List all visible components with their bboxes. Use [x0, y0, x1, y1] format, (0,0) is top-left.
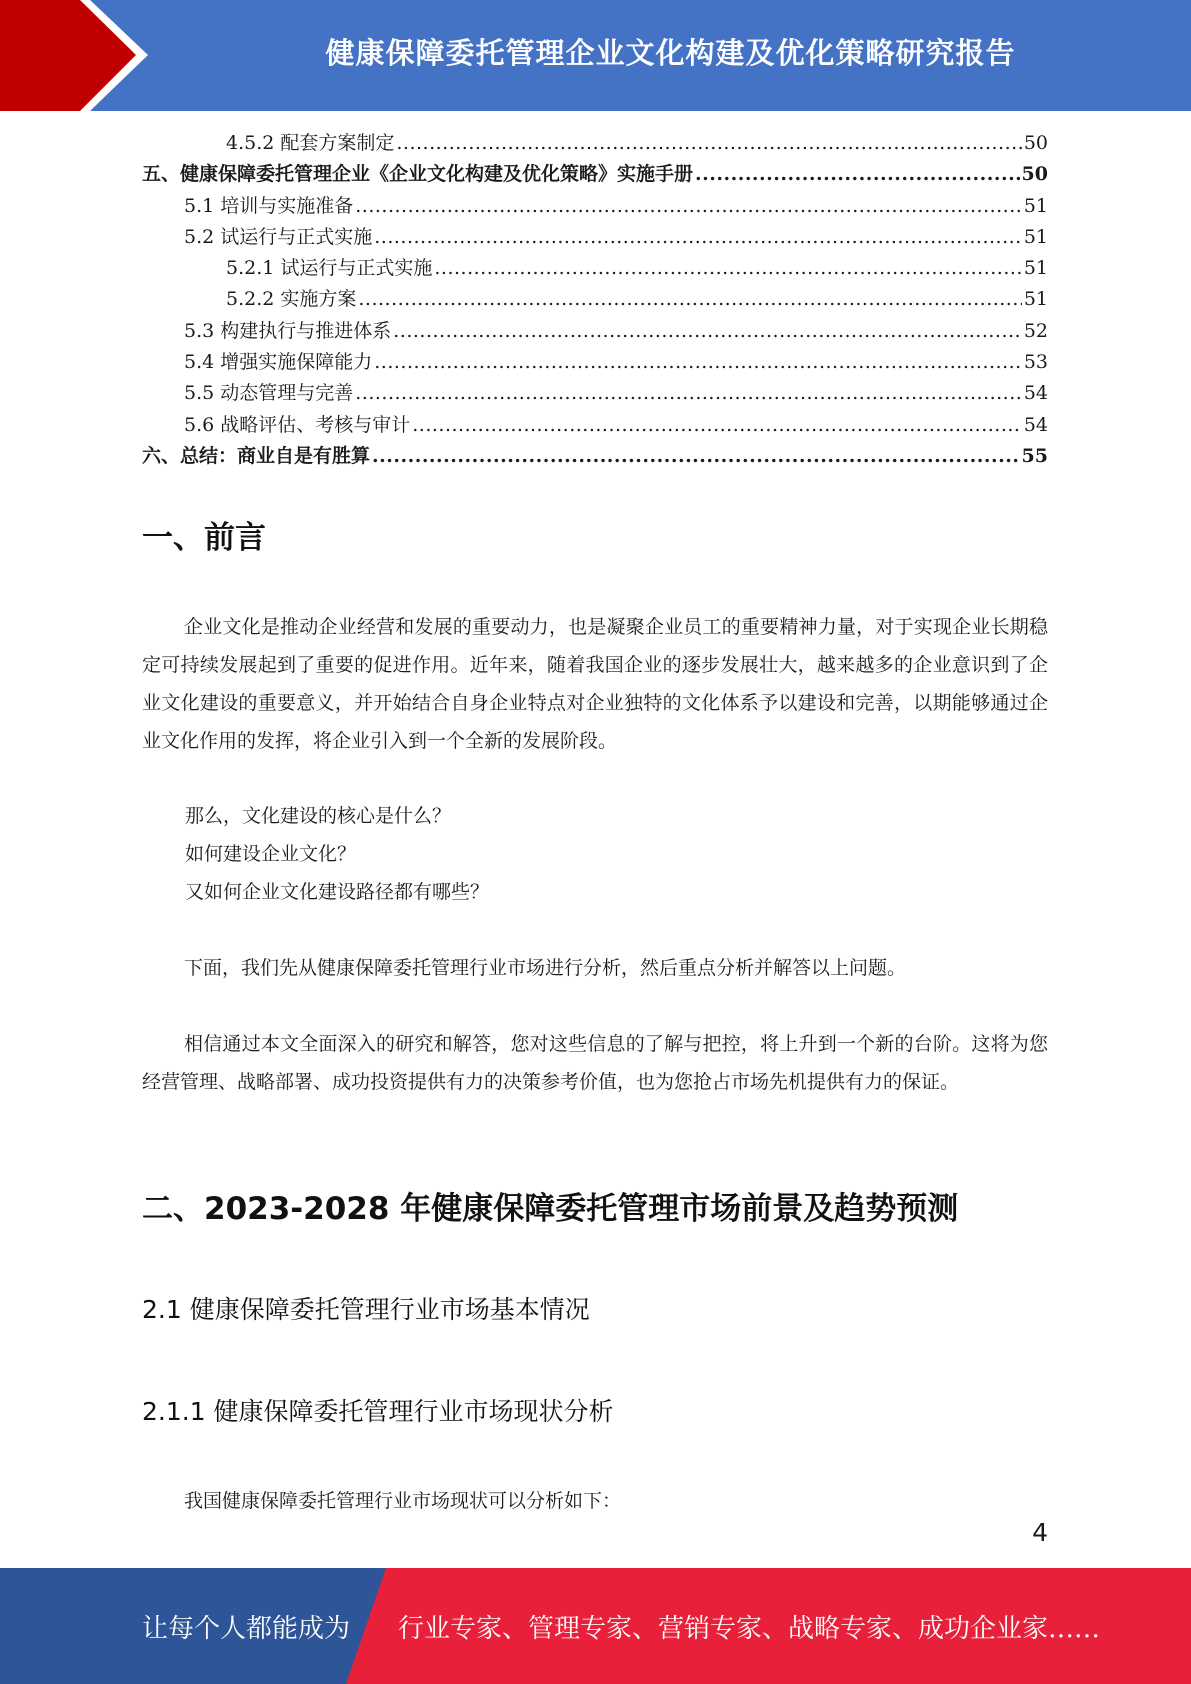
toc-entry-label: 5.5 动态管理与完善	[184, 382, 354, 405]
footer-slogan-right: 行业专家、管理专家、营销专家、战略专家、成功企业家……	[398, 1613, 1101, 1644]
footer-slogan-left: 让每个人都能成为	[142, 1613, 351, 1644]
toc-entry[interactable]	[142, 410, 1048, 441]
toc-entry-label: 5.6 战略评估、考核与审计	[184, 413, 411, 436]
section-heading-market-outlook: 二、2023-2028 年健康保障委托管理市场前景及趋势预测	[142, 1191, 959, 1227]
question-line-1: 那么，文化建设的核心是什么？	[185, 805, 452, 827]
toc-entry-label: 5.2 试运行与正式实施	[184, 225, 373, 248]
toc-entry-page: 53	[1023, 351, 1048, 374]
toc-entry-label: 5.4 增强实施保障能力	[184, 351, 373, 374]
toc-entry-label: 5.2.1 试运行与正式实施	[226, 257, 433, 280]
toc-entry[interactable]	[142, 441, 1048, 472]
toc-dot-leader	[355, 378, 1022, 409]
report-title: 健康保障委托管理企业文化构建及优化策略研究报告	[325, 36, 1016, 70]
toc-entry-label: 五、健康保障委托管理企业《企业文化构建及优化策略》实施手册	[142, 163, 694, 186]
toc-entry[interactable]	[142, 128, 1048, 159]
toc-entry-label: 5.1 培训与实施准备	[184, 194, 354, 217]
toc-entry[interactable]	[142, 159, 1048, 190]
toc-entry-label: 六、总结：商业自是有胜算	[142, 444, 371, 467]
toc-entry[interactable]	[142, 284, 1048, 315]
toc-entry[interactable]	[142, 347, 1048, 378]
toc-dot-leader	[355, 191, 1022, 222]
toc-dot-leader	[396, 128, 1021, 159]
toc-entry-page: 54	[1023, 382, 1048, 405]
toc-entry-page: 51	[1023, 257, 1048, 280]
question-line-3: 又如何企业文化建设路径都有哪些？	[185, 881, 490, 903]
section-heading-preface: 一、前言	[142, 520, 266, 556]
preface-paragraph-1: 企业文化是推动企业经营和发展的重要动力，也是凝聚企业员工的重要精神力量，对于实现企业长期稳定可持续发展起到了重要的促进作用。近年来，随着我国企业的逐步发展壮大，越来越多的企业意识到了企业文化建设的重要意义，并开始结合自身企业特点对企业独特的文化体系予以建设和完善，以期能够通过企业文化作用的发挥，将企业引入到一个全新的发展阶段。	[142, 616, 1048, 752]
toc-dot-leader	[374, 347, 1022, 378]
toc-entry-page: 51	[1023, 288, 1048, 311]
toc-dot-leader	[393, 316, 1022, 347]
table-of-contents	[142, 128, 1048, 472]
toc-dot-leader	[372, 441, 1020, 472]
toc-entry-label: 5.3 构建执行与推进体系	[184, 319, 392, 342]
toc-entry-page: 51	[1023, 194, 1048, 217]
toc-entry-label: 4.5.2 配套方案制定	[226, 132, 395, 154]
subsection-heading-2-1: 2.1 健康保障委托管理行业市场基本情况	[142, 1295, 590, 1324]
preface-paragraph-3: 相信通过本文全面深入的研究和解答，您对这些信息的了解与把控，将上升到一个新的台阶。这将为您经营管理、战略部署、成功投资提供有力的决策参考价值，也为您抢占市场先机提供有力的保证。	[142, 1033, 1048, 1093]
toc-entry[interactable]	[142, 222, 1048, 253]
market-status-paragraph: 我国健康保障委托管理行业市场现状可以分析如下：	[184, 1490, 622, 1512]
toc-dot-leader	[695, 159, 1020, 190]
toc-entry-page: 55	[1021, 444, 1048, 467]
toc-dot-leader	[374, 222, 1022, 253]
page-header	[0, 0, 1191, 111]
page-footer	[0, 1568, 1191, 1684]
toc-dot-leader	[358, 284, 1021, 315]
toc-entry-page: 52	[1023, 319, 1048, 342]
toc-entry-page: 51	[1023, 225, 1048, 248]
toc-entry-page: 50	[1021, 163, 1048, 186]
toc-entry[interactable]	[142, 191, 1048, 222]
toc-dot-leader	[412, 410, 1022, 441]
toc-entry[interactable]	[142, 378, 1048, 409]
toc-entry-page: 50	[1023, 132, 1048, 154]
toc-entry-page: 54	[1023, 413, 1048, 436]
question-line-2: 如何建设企业文化？	[185, 843, 357, 865]
preface-paragraph-2: 下面，我们先从健康保障委托管理行业市场进行分析，然后重点分析并解答以上问题。	[184, 957, 907, 979]
header-chevron-decoration	[0, 0, 160, 111]
page-number: 4	[1032, 1518, 1048, 1547]
toc-dot-leader	[434, 253, 1021, 284]
toc-entry-label: 5.2.2 实施方案	[226, 288, 357, 311]
toc-entry[interactable]	[142, 316, 1048, 347]
toc-entry[interactable]	[142, 253, 1048, 284]
subsection-heading-2-1-1: 2.1.1 健康保障委托管理行业市场现状分析	[142, 1397, 614, 1426]
